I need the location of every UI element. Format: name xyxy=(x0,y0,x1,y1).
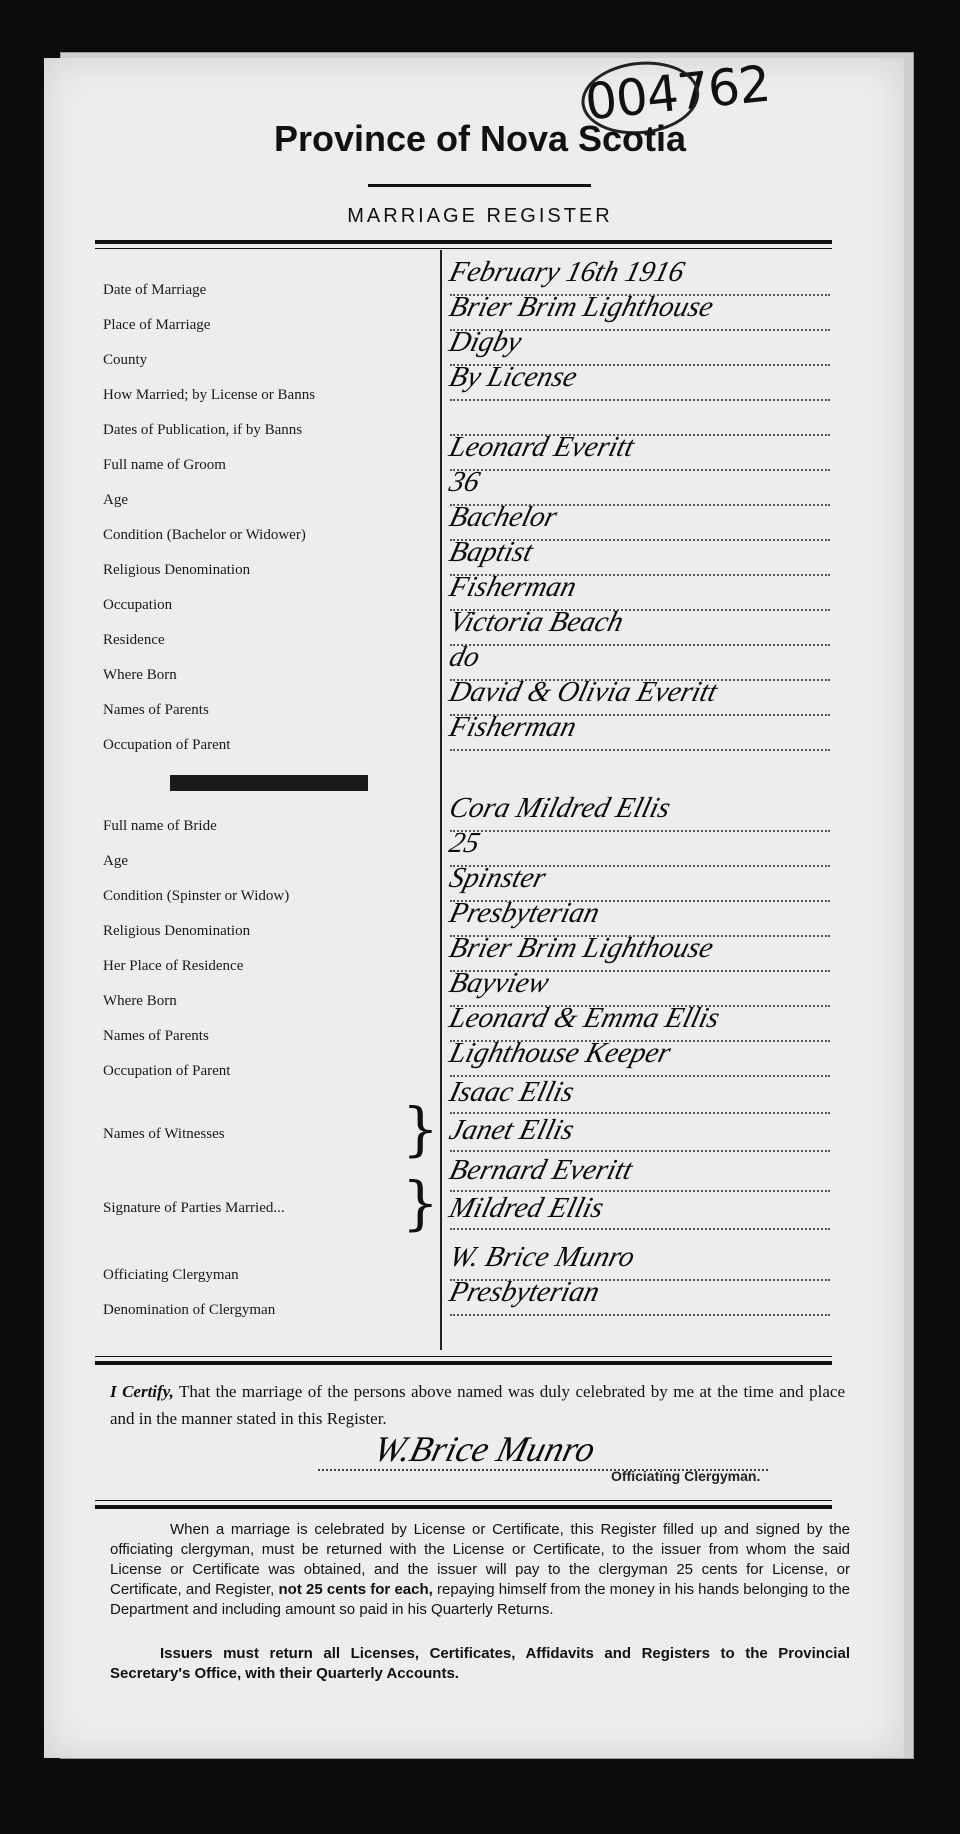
field-handwritten-value: Digby xyxy=(446,326,525,358)
notice-text-bold: not 25 cents for each, xyxy=(278,1581,433,1598)
return-notice xyxy=(110,1520,850,1620)
field-label-witnesses xyxy=(103,1126,433,1143)
field-label xyxy=(103,888,433,905)
column-divider xyxy=(440,250,442,1350)
field-label-text: Where Born xyxy=(103,993,177,1009)
field-label xyxy=(103,667,433,684)
field-handwritten-value: Leonard & Emma Ellis xyxy=(446,1002,723,1034)
field-label xyxy=(103,1028,433,1045)
field-handwritten-value: 25 xyxy=(446,827,484,859)
field-label-text: Occupation xyxy=(103,597,173,613)
field-handwritten-value: Leonard Everitt xyxy=(446,431,638,463)
certify-rule-thick xyxy=(95,1361,832,1365)
signature-caption: Officiating Clergyman. xyxy=(611,1468,761,1484)
field-handwritten-value: do xyxy=(446,641,484,673)
field-handwritten-value: Spinster xyxy=(446,862,550,894)
field-label-text: Residence xyxy=(103,632,165,648)
field-label xyxy=(103,818,433,835)
field-label-text: Dates of Publication, if by Banns xyxy=(103,422,303,438)
witness-1-handwriting: Isaac Ellis xyxy=(446,1076,578,1108)
value-line xyxy=(450,399,830,401)
parties-brace: } xyxy=(402,1169,439,1237)
field-label-text: Religious Denomination xyxy=(103,562,251,578)
notice-rule-thick xyxy=(95,1505,832,1509)
field-handwritten-value: Bachelor xyxy=(446,501,561,533)
field-label xyxy=(103,457,433,474)
field-label-text: Occupation of Parent xyxy=(103,737,231,753)
field-label-text: Officiating Clergyman xyxy=(103,1267,239,1283)
field-handwritten-value: W. Brice Munro xyxy=(446,1241,639,1273)
page-title: Province of Nova Scotia xyxy=(273,118,687,159)
bride-section-bar xyxy=(170,775,368,791)
field-label-text: Place of Marriage xyxy=(103,317,211,333)
field-label-text: Her Place of Residence xyxy=(103,958,244,974)
field-label xyxy=(103,737,433,754)
field-label xyxy=(103,527,433,544)
field-label xyxy=(103,632,433,649)
notice-text-1: When a marriage is celebrated by License or Certificate, this Register filled up and signed by the officiating clergyman, must be returned with the License or Certificate, to the issuer from whom the said License or Certificate was obtained, and the issuer will pay to the clergyman 25 cents for License, or Certificate, and Register, xyxy=(110,1521,850,1598)
field-label xyxy=(103,492,433,509)
field-handwritten-value: Lighthouse Keeper xyxy=(446,1037,675,1069)
header-rule-thin xyxy=(95,248,832,249)
field-label xyxy=(103,993,433,1010)
field-label-text: Date of Marriage xyxy=(103,282,207,298)
field-label xyxy=(103,853,433,870)
field-label xyxy=(103,352,433,369)
field-handwritten-value: Fisherman xyxy=(446,711,580,743)
certify-text: That the marriage of the persons above named was duly celebrated by me at the time and place and in the manner stated in this Register. xyxy=(110,1382,845,1428)
field-handwritten-value: David & Olivia Everitt xyxy=(446,676,721,708)
field-handwritten-value: 36 xyxy=(446,466,484,498)
certify-lead: I Certify, xyxy=(110,1382,174,1401)
clergy-signature: W.Brice Munro xyxy=(370,1429,600,1469)
field-label-text: Names of Parents xyxy=(103,702,209,718)
value-line xyxy=(450,749,830,751)
field-handwritten-value: Presbyterian xyxy=(446,1276,603,1308)
field-label-text: Age xyxy=(103,492,128,508)
title-divider xyxy=(368,184,591,187)
field-label xyxy=(103,1063,433,1080)
field-handwritten-value: Fisherman xyxy=(446,571,580,603)
field-handwritten-value: Victoria Beach xyxy=(446,606,627,638)
issuers-notice: Issuers must return all Licenses, Certificates, Affidavits and Registers to the Provincial Secretary's Office, with their Quarterly Accounts. xyxy=(110,1645,850,1682)
certification-statement xyxy=(110,1378,845,1432)
field-label-text: Denomination of Clergyman xyxy=(103,1302,276,1318)
field-label-text: Names of Parents xyxy=(103,1028,209,1044)
field-label-text: Names of Witnesses xyxy=(103,1126,225,1142)
value-line xyxy=(450,469,830,471)
field-label xyxy=(103,422,433,439)
field-label-text: Signature of Parties Married... xyxy=(103,1200,285,1216)
field-handwritten-value: Brier Brim Lighthouse xyxy=(446,291,717,323)
party-2-handwriting: Mildred Ellis xyxy=(446,1192,607,1224)
page-subtitle: MARRIAGE REGISTER xyxy=(347,205,613,227)
field-handwritten-value: By License xyxy=(446,361,581,393)
party-1-handwriting: Bernard Everitt xyxy=(446,1154,636,1186)
field-label xyxy=(103,562,433,579)
field-label-text: Religious Denomination xyxy=(103,923,251,939)
value-line xyxy=(450,1314,830,1316)
field-handwritten-value: Bayview xyxy=(446,967,553,999)
field-label xyxy=(103,317,433,334)
value-line xyxy=(450,1228,830,1230)
field-label xyxy=(103,702,433,719)
field-label-text: Full name of Bride xyxy=(103,818,217,834)
notice-text-2: repaying himself from the money in his hands belonging to the Department and including amount so paid in his Quarterly Returns. xyxy=(110,1581,851,1618)
field-handwritten-value: February 16th 1916 xyxy=(446,256,688,288)
field-label-text: Where Born xyxy=(103,667,177,683)
field-label xyxy=(103,387,433,404)
value-line xyxy=(450,830,830,832)
field-label-text: Condition (Bachelor or Widower) xyxy=(103,527,306,543)
value-line xyxy=(450,1150,830,1152)
header-rule-thick xyxy=(95,240,832,244)
certify-rule-thin xyxy=(95,1356,832,1357)
field-label xyxy=(103,1302,433,1319)
field-label xyxy=(103,923,433,940)
field-label-text: County xyxy=(103,352,148,368)
value-line xyxy=(450,644,830,646)
field-label xyxy=(103,1267,433,1284)
field-handwritten-value: Baptist xyxy=(446,536,537,568)
field-label xyxy=(103,597,433,614)
field-label xyxy=(103,958,433,975)
witness-2-handwriting: Janet Ellis xyxy=(446,1114,578,1146)
notice-rule-thin xyxy=(95,1500,832,1501)
field-handwritten-value: Brier Brim Lighthouse xyxy=(446,932,717,964)
field-label-text: Full name of Groom xyxy=(103,457,226,473)
field-label-parties xyxy=(103,1200,433,1217)
field-label-text: How Married; by License or Banns xyxy=(103,387,316,403)
field-label-text: Condition (Spinster or Widow) xyxy=(103,888,290,904)
field-label-text: Age xyxy=(103,853,128,869)
field-handwritten-value: Presbyterian xyxy=(446,897,603,929)
field-handwritten-value: Cora Mildred Ellis xyxy=(446,792,674,824)
witnesses-brace: } xyxy=(402,1095,439,1163)
field-label xyxy=(103,282,433,299)
register-number-stamp: 004762 xyxy=(582,54,773,132)
field-label-text: Occupation of Parent xyxy=(103,1063,231,1079)
